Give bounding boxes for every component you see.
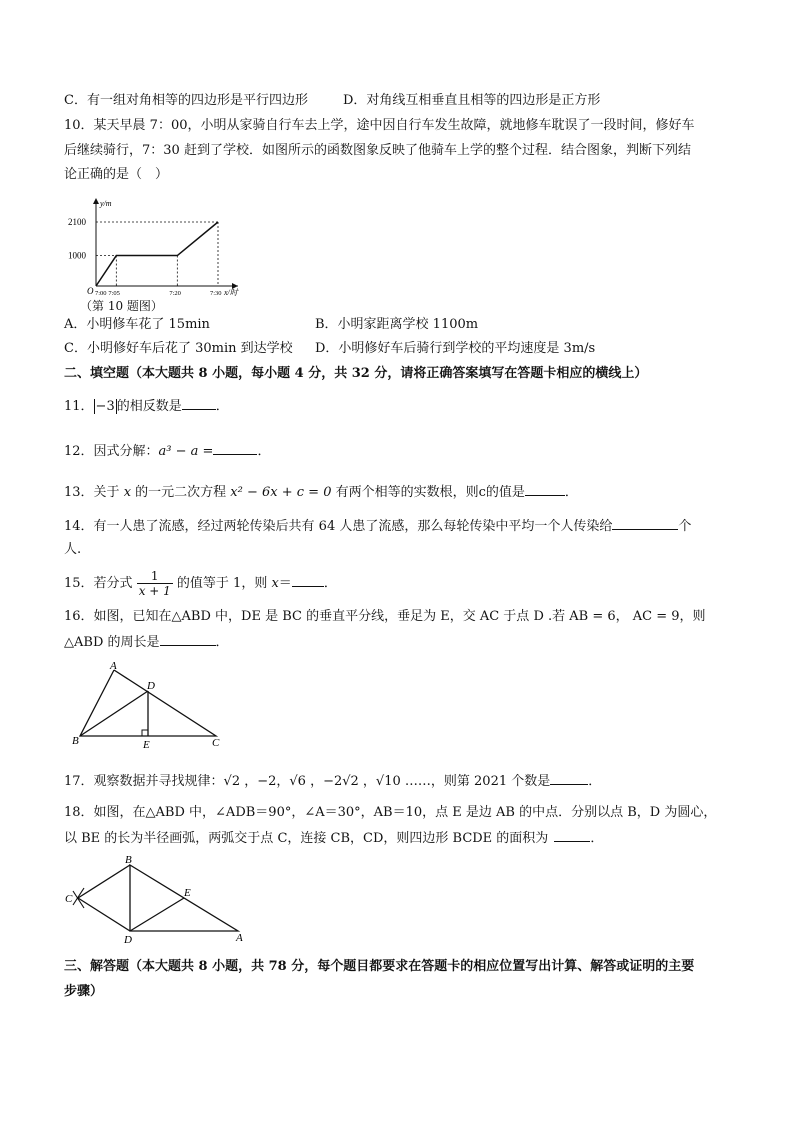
section-3-title-line-1: 三、解答题（本大题共 8 小题，共 78 分，每个题目都要求在答题卡的相应位置写出计算、解答或证明的主要 — [64, 959, 695, 974]
q14-line-2: 人. — [64, 542, 82, 557]
q10-line-1: 10．某天早晨 7：00，小明从家骑自行车去上学，途中因自行车发生故障，就地修车耽误了一段时间，修好车 — [64, 118, 695, 133]
q18-label-b: B — [125, 854, 132, 866]
x-tick-label: 7:05 — [108, 290, 120, 297]
q15-variable: x — [271, 576, 279, 591]
q13-variable: x — [123, 485, 132, 500]
q18-end: ． — [590, 831, 604, 846]
q9-option-c: C．有一组对角相等的四边形是平行四边形 — [64, 93, 308, 108]
q18-label-a: A — [236, 932, 243, 944]
q12-expression: a³ − a = — [158, 444, 214, 459]
q15-denominator: x + 1 — [138, 584, 171, 598]
q14-answer-blank — [612, 517, 678, 530]
q9-option-d: D．对角线互相垂直且相等的四边形是正方形 — [343, 93, 601, 108]
q14-line-1 — [64, 517, 691, 536]
q11-answer-blank — [182, 397, 216, 410]
q17 — [64, 772, 601, 791]
q16-answer-blank — [160, 633, 216, 646]
q10-line-3: 论正确的是（ ） — [64, 167, 169, 182]
q18-label-c: C — [65, 893, 73, 905]
x-tick-label: 7:20 — [169, 290, 181, 297]
q18-text: 以 BE 的长为半径画弧，两弧交于点 C，连接 CB，CD，则四边形 BCDE 的面积为 — [64, 831, 549, 846]
origin-label: O — [87, 286, 94, 296]
q10-option-c: C．小明修好车后花了 30min 到达学校 — [64, 341, 293, 356]
q17-end: ． — [588, 774, 602, 789]
q16-line-1: 16．如图，已知在△ABD 中，DE 是 BC 的垂直平分线，垂足为 E，交 AC 于点 D .若 AB = 6， AC = 9，则 — [64, 609, 706, 624]
q12-end: ． — [257, 444, 271, 459]
q10-option-b: B．小明家距离学校 1100m — [315, 317, 479, 332]
q16-label-b: B — [72, 735, 79, 747]
q18-segment-de — [130, 898, 184, 931]
q18-answer-blank — [554, 829, 590, 842]
distance-series-line — [96, 222, 218, 286]
q11-end: ． — [215, 399, 229, 414]
q18-arc-from-b — [73, 888, 84, 905]
q13-mid: 的一元二次方程 — [131, 485, 231, 500]
q17-answer-blank — [550, 772, 588, 785]
q13-end: ． — [564, 485, 578, 500]
q18-quadrilateral-figure — [62, 855, 252, 945]
y-tick-label: 1000 — [68, 250, 86, 261]
q18-label-d: D — [124, 934, 132, 946]
q11-absolute-value: −3 — [95, 399, 115, 414]
q16-end: ． — [215, 635, 229, 650]
q10-option-d: D．小明修好车后骑行到学校的平均速度是 3m/s — [315, 341, 596, 356]
y-axis-arrow — [93, 198, 99, 204]
q11 — [64, 397, 229, 416]
q10-distance-time-graph — [66, 196, 238, 300]
q17-text: 17．观察数据并寻找规律：√2 ，−2，√6 ，−2√2 ，√10 ……，则第 2021 个数是 — [64, 774, 551, 789]
q13-text: 有两个相等的实数根，则c的值是 — [331, 485, 525, 500]
q11-text: 的相反数是 — [116, 399, 182, 414]
q15-numerator: 1 — [137, 569, 173, 584]
q10-option-a: A．小明修车花了 15min — [64, 317, 210, 332]
q15-equals: ＝ — [278, 576, 292, 591]
chart-root — [68, 198, 239, 297]
q12 — [64, 442, 270, 461]
q15-answer-blank — [292, 574, 324, 587]
q13-prefix: 13．关于 — [64, 485, 124, 500]
q15-fraction — [137, 569, 173, 598]
q12-prefix: 12．因式分解： — [64, 444, 159, 459]
q10-figure-caption: （第 10 题图） — [80, 299, 163, 313]
q18-line-2 — [64, 829, 603, 848]
q16-label-a: A — [110, 660, 117, 672]
q13 — [64, 483, 578, 502]
q18-label-e: E — [184, 887, 191, 899]
q15-prefix: 15．若分式 — [64, 576, 137, 591]
q13-answer-blank — [525, 483, 565, 496]
q15-text: 的值等于 1，则 — [172, 576, 272, 591]
q18-segment-cb — [78, 865, 130, 898]
q14-tail: 个 — [678, 519, 692, 534]
x-tick-label: 7:00 — [95, 290, 107, 297]
section-2-title: 二、填空题（本大题共 8 小题，每小题 4 分，共 32 分，请将正确答案填写在答题卡相应的横线上） — [64, 366, 648, 381]
q10-line-2: 后继续骑行，7：30 赶到了学校．如图所示的函数图象反映了他骑车上学的整个过程．结合图象，判断下列结 — [64, 143, 691, 158]
y-tick-label: 2100 — [68, 217, 86, 227]
q18-segment-cd — [78, 898, 130, 931]
x-tick-label: 7:30 — [210, 290, 222, 297]
q15 — [64, 568, 337, 600]
q16-label-e: E — [143, 739, 150, 751]
q18-arc-from-d — [73, 891, 84, 908]
q12-answer-blank — [213, 442, 257, 455]
q16-segment-bd — [80, 691, 148, 736]
q13-equation: x² − 6x + c = 0 — [230, 485, 332, 500]
x-axis-label: x/时 — [224, 288, 238, 297]
q16-label-d: D — [147, 680, 155, 692]
q16-line-2 — [64, 633, 229, 652]
q16-text: △ABD 的周长是 — [64, 635, 160, 650]
q16-label-c: C — [212, 737, 220, 749]
q16-triangle-figure — [66, 660, 236, 750]
q14-text: 14．有一人患了流感，经过两轮传染后共有 64 人患了流感，那么每轮传染中平均一个人传染给 — [64, 519, 613, 534]
q18-line-1: 18．如图，在△ABD 中，∠ADB＝90°，∠A＝30°，AB＝10，点 E 是边 AB 的中点．分别以点 B，D 为圆心， — [64, 805, 717, 820]
q11-prefix: 11． — [64, 399, 94, 414]
q15-end: ． — [323, 576, 337, 591]
q16-right-angle-mark — [142, 730, 148, 736]
y-axis-label: y/m — [100, 199, 112, 208]
section-3-title-line-2: 步骤） — [64, 984, 104, 999]
